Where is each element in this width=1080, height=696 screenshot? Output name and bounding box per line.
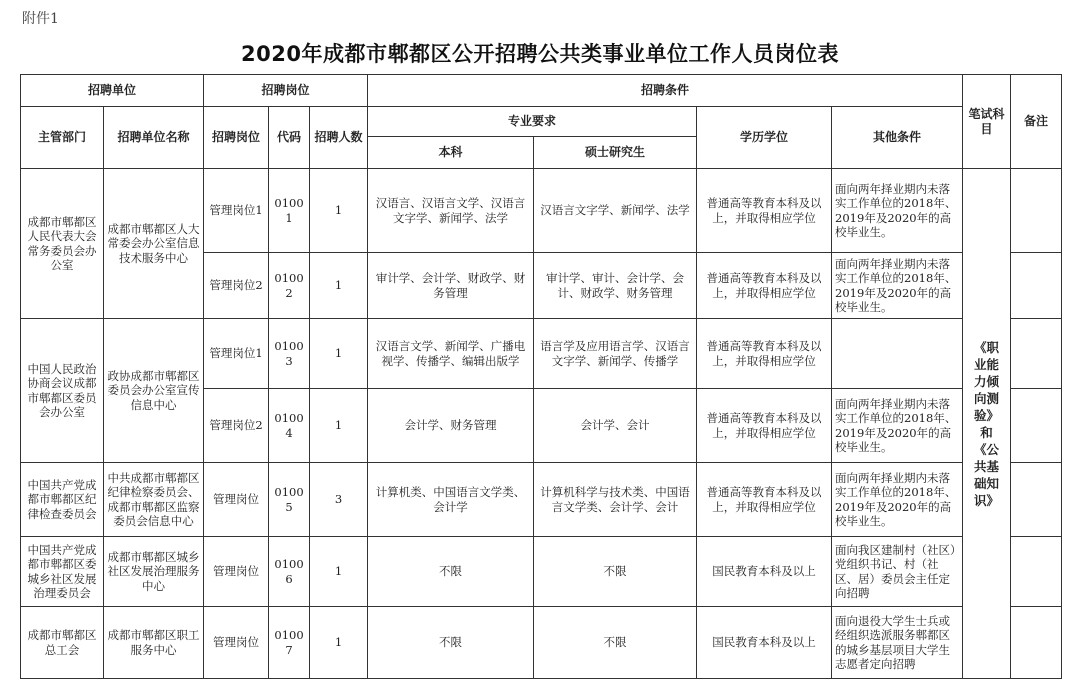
table-row <box>21 169 1062 253</box>
master-cell: 不限 <box>534 607 697 679</box>
code-cell: 01003 <box>269 319 310 389</box>
position-cell: 管理岗位1 <box>204 169 269 253</box>
bachelor-cell: 不限 <box>368 537 534 607</box>
header-conditions-group: 招聘条件 <box>368 75 963 107</box>
header-degree: 学历学位 <box>697 107 832 169</box>
remark-cell <box>1011 253 1062 319</box>
header-other: 其他条件 <box>832 107 963 169</box>
table-row <box>21 607 1062 679</box>
code-cell: 01007 <box>269 607 310 679</box>
header-count: 招聘人数 <box>310 107 368 169</box>
bachelor-cell: 汉语言文学、新闻学、广播电视学、传播学、编辑出版学 <box>368 319 534 389</box>
unit-cell: 成都市郫都区人大常委会办公室信息技术服务中心 <box>104 169 204 319</box>
other-cell: 面向我区建制村（社区）党组织书记、村（社区、居）委员会主任定向招聘 <box>832 537 963 607</box>
other-cell: 面向两年择业期内未落实工作单位的2018年、2019年及2020年的高校毕业生。 <box>832 463 963 537</box>
unit-cell: 政协成都市郫都区委员会办公室宣传信息中心 <box>104 319 204 463</box>
header-unit-name: 招聘单位名称 <box>104 107 204 169</box>
other-cell <box>832 319 963 389</box>
header-code: 代码 <box>269 107 310 169</box>
count-cell: 1 <box>310 389 368 463</box>
other-cell: 面向退役大学生士兵或经组织选派服务郫都区的城乡基层项目大学生志愿者定向招聘 <box>832 607 963 679</box>
table-row <box>21 319 1062 389</box>
remark-cell <box>1011 607 1062 679</box>
remark-cell <box>1011 169 1062 253</box>
positions-table <box>20 74 1062 679</box>
table-row <box>21 537 1062 607</box>
table-row <box>21 463 1062 537</box>
count-cell: 1 <box>310 253 368 319</box>
bachelor-cell: 计算机类、中国语言文学类、会计学 <box>368 463 534 537</box>
remark-cell <box>1011 463 1062 537</box>
department-cell: 成都市郫都区人民代表大会常务委员会办公室 <box>21 169 104 319</box>
header-bachelor: 本科 <box>368 137 534 169</box>
degree-cell: 普通高等教育本科及以上，并取得相应学位 <box>697 253 832 319</box>
bachelor-cell: 会计学、财务管理 <box>368 389 534 463</box>
position-cell: 管理岗位2 <box>204 253 269 319</box>
remark-cell <box>1011 537 1062 607</box>
master-cell: 汉语言文字学、新闻学、法学 <box>534 169 697 253</box>
header-position: 招聘岗位 <box>204 107 269 169</box>
remark-cell <box>1011 389 1062 463</box>
page-title: 2020年成都市郫都区公开招聘公共类事业单位工作人员岗位表 <box>241 42 839 66</box>
master-cell: 审计学、审计、会计学、会计、财政学、财务管理 <box>534 253 697 319</box>
position-cell: 管理岗位2 <box>204 389 269 463</box>
count-cell: 1 <box>310 537 368 607</box>
position-cell: 管理岗位1 <box>204 319 269 389</box>
count-cell: 1 <box>310 319 368 389</box>
annex-label: 附件1 <box>22 11 59 27</box>
other-cell: 面向两年择业期内未落实工作单位的2018年、2019年及2020年的高校毕业生。 <box>832 169 963 253</box>
header-position-group: 招聘岗位 <box>204 75 368 107</box>
unit-cell: 中共成都市郫都区纪律检察委员会、成都市郫都区监察委员会信息中心 <box>104 463 204 537</box>
code-cell: 01004 <box>269 389 310 463</box>
department-cell: 中国共产党成都市郫都区委城乡社区发展治理委员会 <box>21 537 104 607</box>
master-cell: 不限 <box>534 537 697 607</box>
count-cell: 1 <box>310 169 368 253</box>
degree-cell: 国民教育本科及以上 <box>697 607 832 679</box>
unit-cell: 成都市郫都区职工服务中心 <box>104 607 204 679</box>
bachelor-cell: 审计学、会计学、财政学、财务管理 <box>368 253 534 319</box>
department-cell: 中国人民政治协商会议成都市郫都区委员会办公室 <box>21 319 104 463</box>
unit-cell: 成都市郫都区城乡社区发展治理服务中心 <box>104 537 204 607</box>
code-cell: 01006 <box>269 537 310 607</box>
code-cell: 01001 <box>269 169 310 253</box>
master-cell: 计算机科学与技术类、中国语言文学类、会计学、会计 <box>534 463 697 537</box>
code-cell: 01005 <box>269 463 310 537</box>
header-unit-group: 招聘单位 <box>21 75 204 107</box>
degree-cell: 普通高等教育本科及以上，并取得相应学位 <box>697 319 832 389</box>
count-cell: 3 <box>310 463 368 537</box>
header-exam: 笔试科目 <box>963 75 1011 169</box>
department-cell: 成都市郫都区总工会 <box>21 607 104 679</box>
degree-cell: 普通高等教育本科及以上，并取得相应学位 <box>697 463 832 537</box>
header-department: 主管部门 <box>21 107 104 169</box>
master-cell: 语言学及应用语言学、汉语言文字学、新闻学、传播学 <box>534 319 697 389</box>
bachelor-cell: 不限 <box>368 607 534 679</box>
position-cell: 管理岗位 <box>204 463 269 537</box>
remark-cell <box>1011 319 1062 389</box>
other-cell: 面向两年择业期内未落实工作单位的2018年、2019年及2020年的高校毕业生。 <box>832 253 963 319</box>
degree-cell: 普通高等教育本科及以上，并取得相应学位 <box>697 389 832 463</box>
department-cell: 中国共产党成都市郫都区纪律检查委员会 <box>21 463 104 537</box>
other-cell: 面向两年择业期内未落实工作单位的2018年、2019年及2020年的高校毕业生。 <box>832 389 963 463</box>
exam-subject-cell: 《职业能力倾向测验》和《公共基础知识》 <box>963 169 1011 679</box>
position-cell: 管理岗位 <box>204 537 269 607</box>
position-cell: 管理岗位 <box>204 607 269 679</box>
header-master: 硕士研究生 <box>534 137 697 169</box>
code-cell: 01002 <box>269 253 310 319</box>
master-cell: 会计学、会计 <box>534 389 697 463</box>
header-remark: 备注 <box>1011 75 1062 169</box>
bachelor-cell: 汉语言、汉语言文学、汉语言文字学、新闻学、法学 <box>368 169 534 253</box>
header-major: 专业要求 <box>368 107 697 137</box>
degree-cell: 普通高等教育本科及以上，并取得相应学位 <box>697 169 832 253</box>
count-cell: 1 <box>310 607 368 679</box>
degree-cell: 国民教育本科及以上 <box>697 537 832 607</box>
